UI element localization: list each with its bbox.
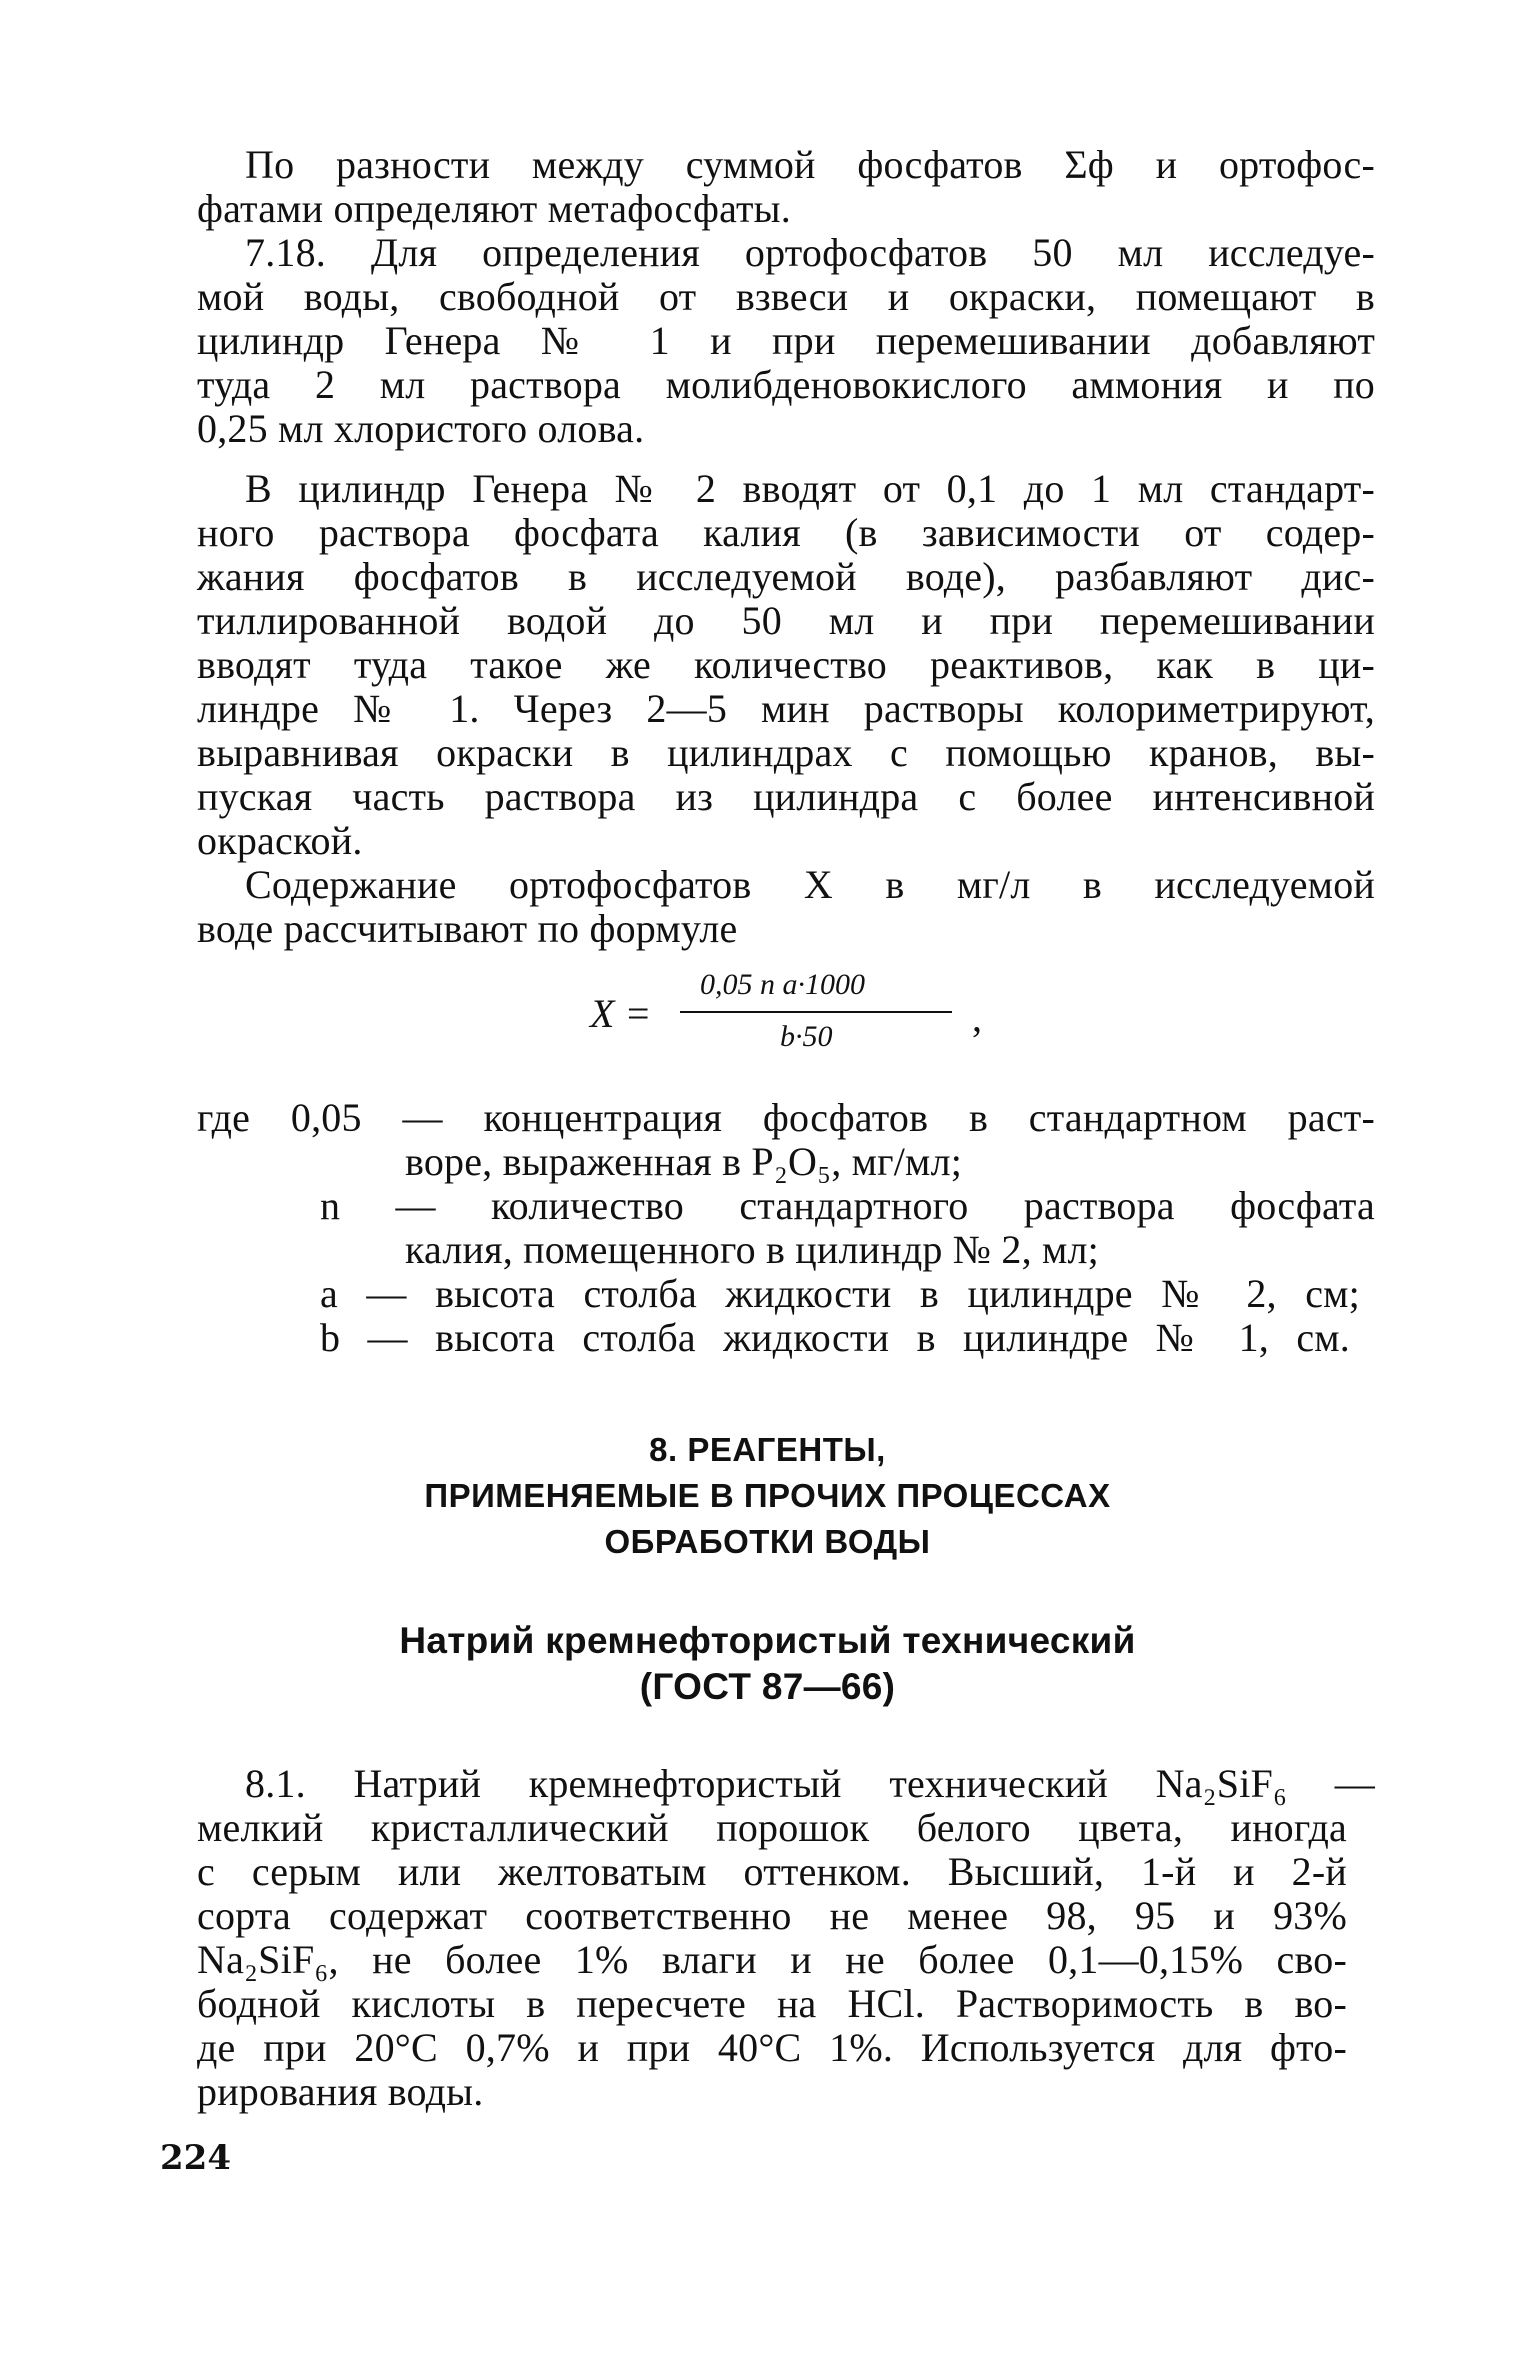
text-line: бодной кислоты в пересчете на HCl. Растворимость в во-	[197, 1981, 1347, 2026]
section-heading: ПРИМЕНЯЕМЫЕ В ПРОЧИХ ПРОЦЕССАХ	[424, 1477, 1111, 1514]
text-line: де при 20°С 0,7% и при 40°С 1%. Используется для фто-	[197, 2025, 1347, 2070]
text-line: 7.18. Для определения ортофосфатов 50 мл исследуе-	[245, 230, 1375, 275]
text-line: калия, помещенного в цилиндр № 2, мл;	[405, 1227, 1099, 1272]
text-line: туда 2 мл раствора молибденовокислого аммония и по	[197, 362, 1375, 407]
formula-numerator: 0,05 n a·1000	[700, 968, 865, 1001]
text-line: b — высота столба жидкости в цилиндре № 1, см.	[320, 1315, 1350, 1360]
page-number: 224	[160, 2138, 231, 2178]
text-line: Na₂SiF₆, не более 1% влаги и не более 0,1—0,15% сво-	[197, 1937, 1347, 1982]
text-line: линдре № 1. Через 2—5 мин растворы колориметрируют,	[197, 686, 1375, 731]
text-line: тиллированной водой до 50 мл и при перемешивании	[197, 598, 1375, 643]
text-line: вводят туда такое же количество реактивов, как в ци-	[197, 642, 1375, 687]
subheading: (ГОСТ 87—66)	[639, 1666, 896, 1707]
text-line: a — высота столба жидкости в цилиндре № 2, см;	[320, 1271, 1360, 1316]
fraction-bar	[680, 1011, 952, 1013]
text-line: цилиндр Генера № 1 и при перемешивании добавляют	[197, 318, 1375, 363]
text-line: воре, выраженная в P₂O₅, мг/мл;	[405, 1139, 963, 1184]
text-line: пуская часть раствора из цилиндра с более интенсивной	[197, 774, 1375, 819]
text-line: В цилиндр Генера № 2 вводят от 0,1 до 1 мл стандарт-	[245, 466, 1375, 511]
text-line: мелкий кристаллический порошок белого цвета, иногда	[197, 1805, 1347, 1850]
formula-denominator: b·50	[780, 1020, 833, 1053]
text-line: 0,25 мл хлористого олова.	[197, 406, 645, 451]
text-line: По разности между суммой фосфатов Σф и ортофос-	[245, 142, 1375, 187]
text-line: n — количество стандартного раствора фосфата	[320, 1183, 1375, 1228]
text-line: с серым или желтоватым оттенком. Высший, 1-й и 2-й	[197, 1849, 1347, 1894]
text-line: мой воды, свободной от взвеси и окраски, помещают в	[197, 274, 1375, 319]
text-line: жания фосфатов в исследуемой воде), разбавляют дис-	[197, 554, 1375, 599]
formula-comma: ,	[972, 995, 982, 1040]
text-line: окраской.	[197, 818, 363, 863]
section-heading: 8. РЕАГЕНТЫ,	[649, 1431, 886, 1468]
formula-lhs: X =	[590, 991, 652, 1036]
section-heading: ОБРАБОТКИ ВОДЫ	[604, 1523, 931, 1560]
text-line: воде рассчитывают по формуле	[197, 906, 738, 951]
text-line: где 0,05 — концентрация фосфатов в стандартном раст-	[197, 1095, 1375, 1140]
text-line: 8.1. Натрий кремнефтористый технический Na₂SiF₆ —	[245, 1761, 1375, 1806]
subheading: Натрий кремнефтористый технический	[399, 1620, 1136, 1661]
text-line: рирования воды.	[197, 2069, 484, 2114]
text-line: сорта содержат соответственно не менее 98, 95 и 93%	[197, 1893, 1347, 1938]
text-line: выравнивая окраски в цилиндрах с помощью кранов, вы-	[197, 730, 1375, 775]
text-line: фатами определяют метафосфаты.	[197, 186, 791, 231]
text-line: Содержание ортофосфатов X в мг/л в исследуемой	[245, 862, 1375, 907]
text-line: ного раствора фосфата калия (в зависимости от содер-	[197, 510, 1375, 555]
